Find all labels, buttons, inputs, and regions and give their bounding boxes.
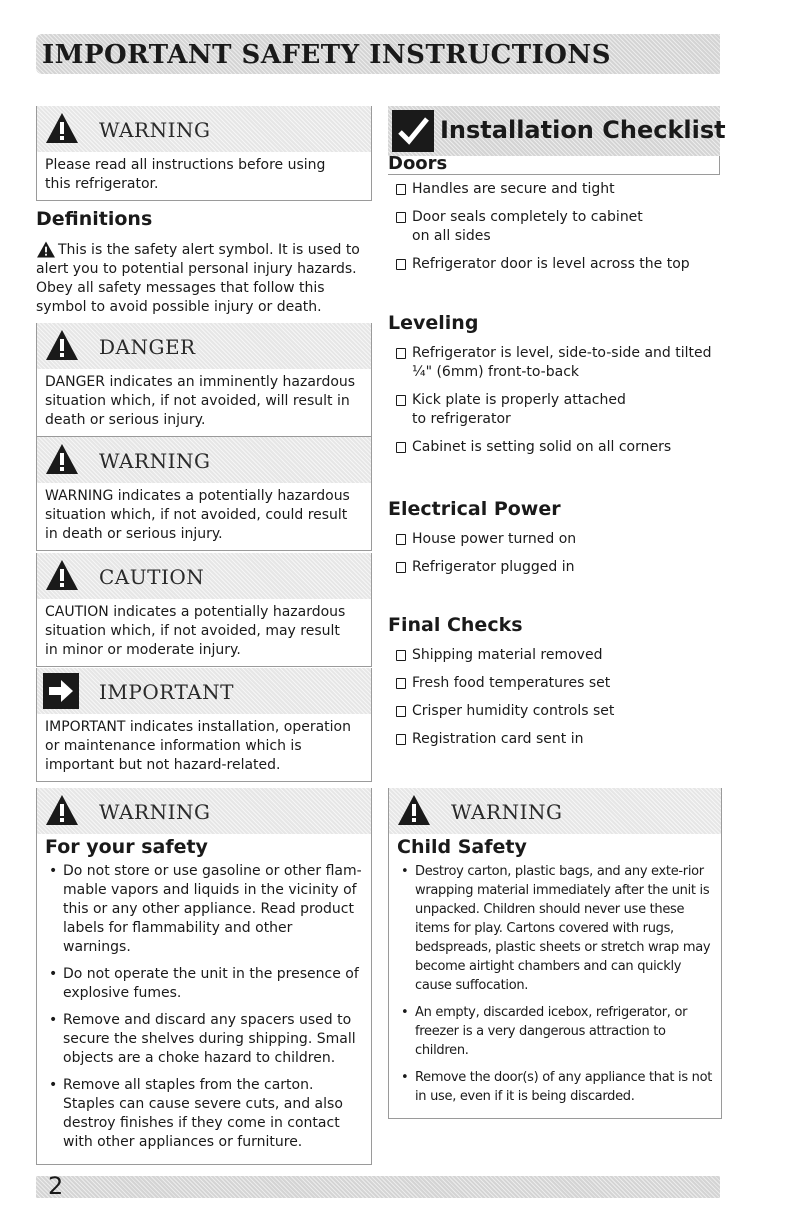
list-item: Fresh food temperatures set bbox=[392, 674, 712, 693]
page-title bbox=[36, 34, 720, 74]
page-title-text: IMPORTANT SAFETY INSTRUCTIONS bbox=[42, 40, 611, 70]
checkbox-icon bbox=[396, 212, 406, 223]
list-item: • An empty, discarded icebox, refrigerator, or freezer is a very dangerous attraction to children. bbox=[397, 1003, 713, 1060]
list-item: Refrigerator plugged in bbox=[392, 558, 712, 577]
important-label: IMPORTANT bbox=[99, 680, 234, 704]
list-item: Refrigerator door is level across the top bbox=[392, 255, 712, 274]
electrical-heading: Electrical Power bbox=[388, 498, 561, 520]
list-item: Refrigerator is level, side-to-side and tilted ¼" (6mm) front-to-back bbox=[392, 344, 720, 382]
doors-checklist bbox=[392, 180, 712, 283]
definitions-paragraph bbox=[36, 241, 372, 317]
safety-warning-header bbox=[37, 788, 371, 834]
danger-label: DANGER bbox=[99, 335, 196, 359]
warning-definition-box bbox=[36, 437, 372, 551]
checkbox-icon bbox=[396, 706, 406, 717]
checkbox-icon bbox=[396, 734, 406, 745]
caution-text: CAUTION indicates a potentially hazardous situation which, if not avoided, may result in minor or moderate injury. bbox=[45, 604, 346, 658]
page-number: 2 bbox=[48, 1172, 64, 1200]
child-warning-heading: Child Safety bbox=[397, 836, 527, 858]
footer-bar bbox=[36, 1176, 720, 1198]
alert-triangle-icon bbox=[45, 443, 79, 475]
alert-triangle-icon bbox=[45, 112, 79, 144]
list-item: Crisper humidity controls set bbox=[392, 702, 712, 721]
list-item: House power turned on bbox=[392, 530, 712, 549]
child-warning-box bbox=[388, 788, 722, 1119]
definitions-heading: Definitions bbox=[36, 208, 153, 230]
intro-warning-box bbox=[36, 106, 372, 201]
list-item: Registration card sent in bbox=[392, 730, 712, 749]
list-item: Shipping material removed bbox=[392, 646, 712, 665]
final-checks-heading: Final Checks bbox=[388, 614, 523, 636]
alert-triangle-icon bbox=[45, 559, 79, 591]
doors-heading-bar bbox=[388, 153, 720, 175]
arrow-right-icon bbox=[43, 673, 79, 709]
list-item: Door seals completely to cabinet on all sides bbox=[392, 208, 712, 246]
important-box bbox=[36, 668, 372, 782]
danger-text: DANGER indicates an imminently hazardous situation which, if not avoided, will result in death or serious injury. bbox=[45, 374, 356, 428]
child-warning-label: WARNING bbox=[451, 800, 563, 824]
definitions-text: This is the safety alert symbol. It is used to alert you to potential personal injury hazards. Obey all safety messages that follow this symbol to avoid possible injury or death. bbox=[36, 242, 360, 315]
checkbox-icon bbox=[396, 259, 406, 270]
important-text: IMPORTANT indicates installation, operation or maintenance information which is important but not hazard-related. bbox=[45, 719, 351, 773]
list-item: Handles are secure and tight bbox=[392, 180, 712, 199]
child-warning-list bbox=[389, 862, 721, 1118]
checkbox-icon bbox=[396, 442, 406, 453]
checkbox-icon bbox=[396, 395, 406, 406]
danger-box bbox=[36, 323, 372, 437]
alert-triangle-icon bbox=[45, 794, 79, 826]
intro-warning-header bbox=[37, 106, 371, 152]
safety-warning-box bbox=[36, 788, 372, 1165]
list-item: • Remove the door(s) of any appliance that is not in use, even if it is being discarded. bbox=[397, 1068, 713, 1106]
list-item: • Do not store or use gasoline or other flam-mable vapors and liquids in the vicinity of this or any other appliance. Read product labels for flammability and other warnings. bbox=[45, 862, 363, 957]
doors-heading: Doors bbox=[388, 153, 448, 174]
safety-warning-heading: For your safety bbox=[45, 836, 208, 858]
safety-warning-list bbox=[37, 862, 371, 1164]
child-warning-header bbox=[389, 788, 721, 834]
list-item: • Do not operate the unit in the presence of explosive fumes. bbox=[45, 965, 363, 1003]
safety-warning-label: WARNING bbox=[99, 800, 211, 824]
intro-warning-text: Please read all instructions before using this refrigerator. bbox=[45, 157, 326, 192]
warning-definition-text: WARNING indicates a potentially hazardous situation which, if not avoided, could result in death or serious injury. bbox=[45, 488, 350, 542]
checkbox-icon bbox=[396, 534, 406, 545]
intro-warning-label: WARNING bbox=[99, 118, 211, 142]
checklist-title: Installation Checklist bbox=[440, 116, 726, 144]
alert-symbol-icon bbox=[36, 241, 56, 258]
list-item: Cabinet is setting solid on all corners bbox=[392, 438, 720, 457]
checkbox-icon bbox=[396, 348, 406, 359]
checkbox-icon bbox=[396, 184, 406, 195]
list-item: • Remove all staples from the carton. Staples can cause severe cuts, and also destroy finishes if they come in contact with other appliances or furniture. bbox=[45, 1076, 363, 1152]
alert-triangle-icon bbox=[45, 329, 79, 361]
checkbox-icon bbox=[396, 562, 406, 573]
important-header bbox=[37, 668, 371, 714]
checklist-title-bar bbox=[388, 106, 726, 156]
final-checks-checklist bbox=[392, 646, 712, 758]
caution-label: CAUTION bbox=[99, 565, 205, 589]
list-item: Kick plate is properly attached to refrigerator bbox=[392, 391, 720, 429]
alert-triangle-icon bbox=[397, 794, 431, 826]
caution-box bbox=[36, 553, 372, 667]
warning-definition-header bbox=[37, 437, 371, 483]
leveling-checklist bbox=[392, 344, 720, 466]
leveling-heading: Leveling bbox=[388, 312, 479, 334]
electrical-checklist bbox=[392, 530, 712, 586]
list-item: • Remove and discard any spacers used to secure the shelves during shipping. Small objects are a choke hazard to children. bbox=[45, 1011, 363, 1068]
list-item: • Destroy carton, plastic bags, and any exte-rior wrapping material immediately after the unit is unpacked. Children should never use these items for play. Cartons covered with rugs, bedspreads, plastic sheets or stretch wrap may become airtight chambers and can quickly cause suffocation. bbox=[397, 862, 713, 995]
caution-header bbox=[37, 553, 371, 599]
checkbox-icon bbox=[396, 678, 406, 689]
danger-header bbox=[37, 323, 371, 369]
warning-definition-label: WARNING bbox=[99, 449, 211, 473]
checkmark-icon bbox=[392, 110, 434, 152]
checkbox-icon bbox=[396, 650, 406, 661]
